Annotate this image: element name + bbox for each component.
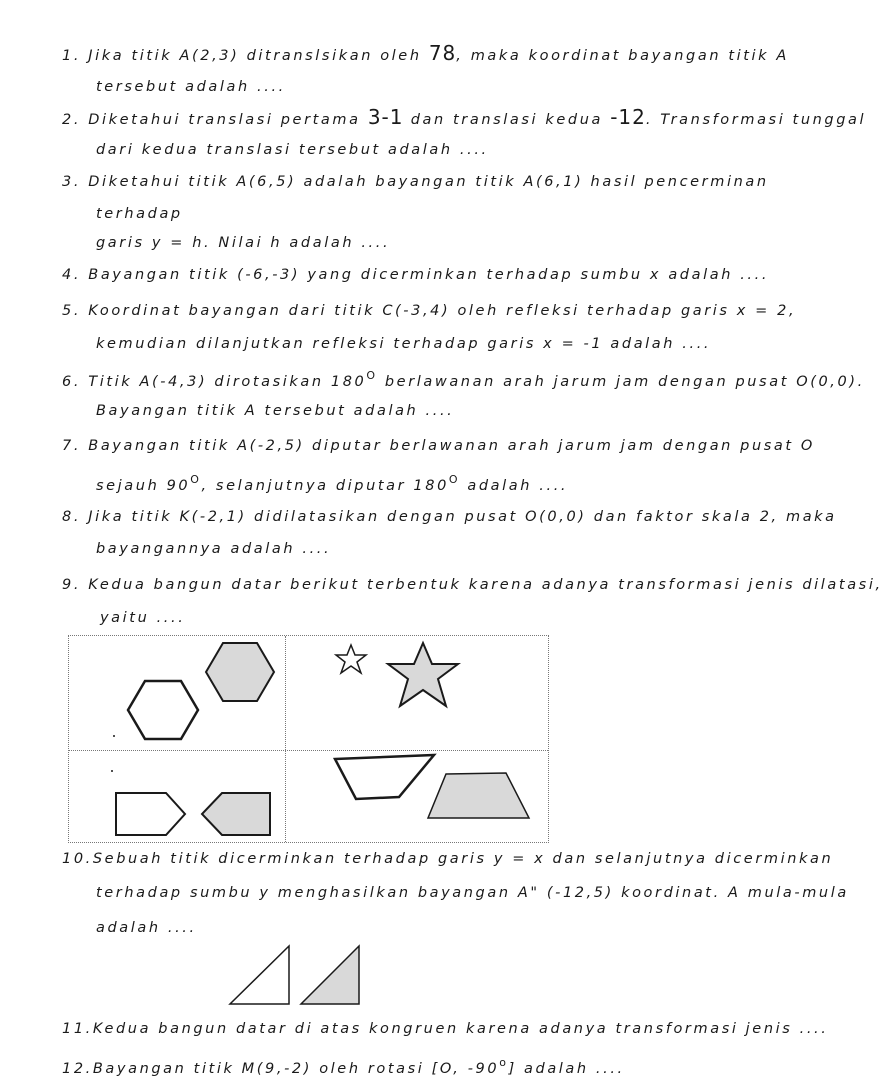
q4-text: Bayangan titik (-6,-3) yang dicerminkan terhadap sumbu x adalah .... (88, 267, 770, 283)
q3-text: Diketahui titik A(6,5) adalah bayangan titik A(6,1) hasil pencerminan (88, 174, 769, 190)
small-hexagon-shape (128, 681, 198, 739)
q10-line2: terhadap sumbu y menghasilkan bayangan A" (-12,5) koordinat. A mula-mula (96, 885, 849, 901)
q7-text-a: sejauh 90 (96, 478, 191, 494)
q2-line2: dari kedua translasi tersebut adalah .... (96, 142, 489, 158)
q2-text-a: Diketahui translasi pertama (88, 112, 368, 128)
q4-number: 4. (62, 267, 82, 283)
q1-text-b: , maka koordinat bayangan titik A (456, 48, 789, 64)
q1-translation-vector: 78 (428, 41, 457, 65)
q7-text-c: adalah .... (460, 478, 569, 494)
q5-text: Koordinat bayangan dari titik C(-3,4) oleh refleksi terhadap garis x = 2, (88, 303, 797, 319)
q7-degree-1: O (190, 473, 202, 486)
q12-degree: o (499, 1056, 509, 1069)
q5-number: 5. (62, 303, 82, 319)
q10-line3: adalah .... (96, 920, 197, 936)
small-trapezoid-shape (335, 755, 434, 799)
q7-degree-2: O (448, 473, 461, 486)
q9-text: Kedua bangun datar berikut terbentuk karena adanya transformasi jenis dilatasi, (88, 577, 883, 593)
q6-text-b: berlawanan arah jarum jam dengan pusat O(0,0). (377, 374, 865, 390)
q12-text-a: Bayangan titik M(9,-2) oleh rotasi [O, -90 (92, 1061, 500, 1077)
q2-vector-1: 3-1 (367, 105, 404, 129)
large-pentagon-shape (202, 793, 270, 835)
q3-line2: terhadap (96, 206, 183, 222)
q6-number: 6. (62, 374, 82, 390)
dot-mark-2 (111, 770, 113, 772)
q7-text: Bayangan titik A(-2,5) diputar berlawanan arah jarum jam dengan pusat O (88, 438, 815, 454)
q2-text-b: dan translasi kedua (403, 112, 611, 128)
q12-text-b: ] adalah .... (508, 1061, 625, 1077)
q12-line1 (62, 1053, 625, 1079)
large-hexagon-shape (206, 643, 274, 701)
q9-number: 9. (62, 577, 82, 593)
q2-text-c: . Transformasi tunggal (645, 112, 867, 128)
q8-line2: bayangannya adalah .... (96, 541, 332, 557)
q8-text: Jika titik K(-2,1) didilatasikan dengan pusat O(0,0) dan faktor skala 2, maka (88, 509, 837, 525)
q10-number: 10. (62, 851, 93, 867)
white-triangle-shape (230, 946, 289, 1004)
gray-triangle-shape (301, 946, 359, 1004)
q3-line3: garis y = h. Nilai h adalah .... (96, 235, 391, 251)
q11-text: Kedua bangun datar di atas kongruen karena adanya transformasi jenis .... (92, 1021, 829, 1037)
large-trapezoid-shape (428, 773, 529, 818)
q7-number: 7. (62, 438, 82, 454)
large-star-shape (388, 643, 458, 706)
q11-line1 (62, 1019, 828, 1039)
q1-text-a: Jika titik A(2,3) ditranslsikan oleh (88, 48, 429, 64)
small-star-shape (336, 645, 366, 673)
q1-number: 1. (62, 48, 82, 64)
q9-line2: yaitu .... (100, 610, 186, 626)
q6-text-a: Titik A(-4,3) dirotasikan 180 (88, 374, 367, 390)
q3-number: 3. (62, 174, 82, 190)
q6-degree: O (366, 369, 378, 382)
q2-vector-2: -12 (610, 105, 646, 129)
q1-line2: tersebut adalah .... (96, 79, 286, 95)
q10-line1 (62, 849, 833, 869)
small-pentagon-shape (116, 793, 185, 835)
q11-number: 11. (62, 1021, 93, 1037)
q6-line2: Bayangan titik A tersebut adalah .... (96, 403, 455, 419)
q12-number: 12. (62, 1061, 93, 1077)
q7-text-b: , selanjutnya diputar 180 (201, 478, 449, 494)
q2-number: 2. (62, 112, 82, 128)
q8-number: 8. (62, 509, 82, 525)
dot-mark-1 (113, 735, 115, 737)
q5-line2: kemudian dilanjutkan refleksi terhadap garis x = -1 adalah .... (96, 336, 712, 352)
q10-text: Sebuah titik dicerminkan terhadap garis y = x dan selanjutnya dicerminkan (92, 851, 834, 867)
